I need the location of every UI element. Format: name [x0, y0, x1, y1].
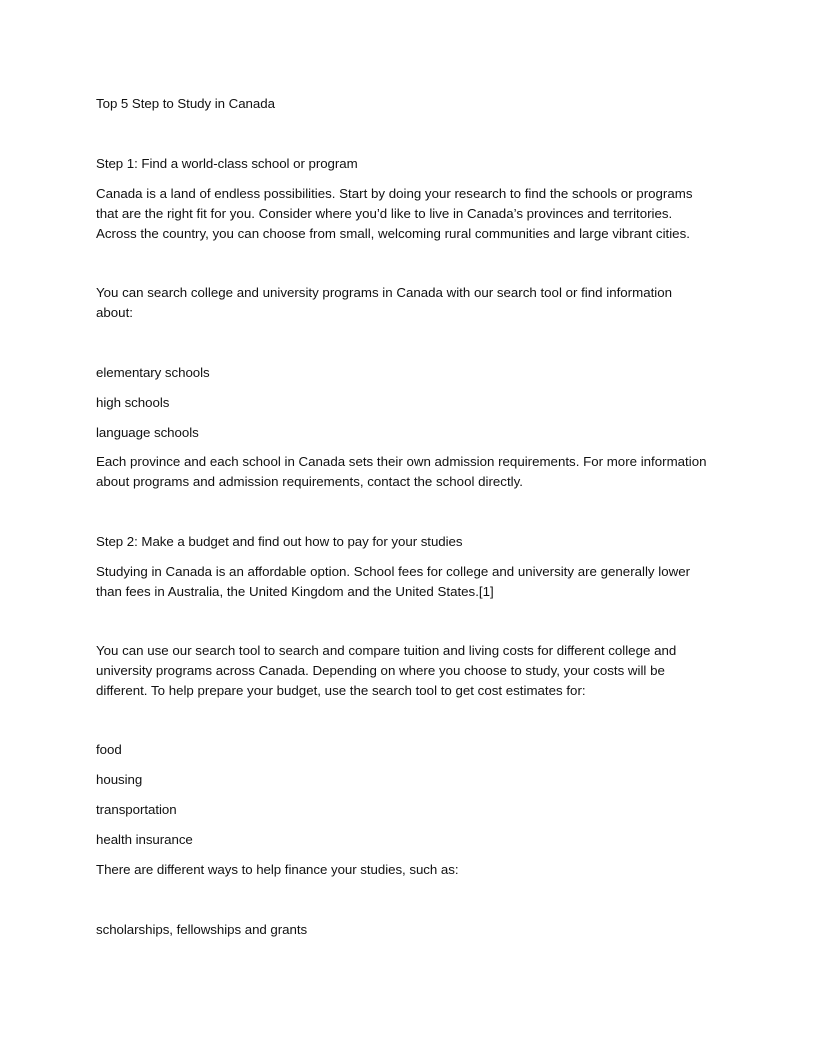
step2-tool-paragraph — [96, 641, 736, 701]
paragraph-line: different. To help prepare your budget, use the search tool to get cost estimates for: — [96, 683, 586, 698]
step1-intro-paragraph — [96, 184, 736, 244]
list-item-high-schools: high schools — [96, 395, 170, 410]
list-item-elementary-schools: elementary schools — [96, 365, 210, 380]
paragraph-line: Across the country, you can choose from small, welcoming rural communities and large vibrant cities. — [96, 226, 690, 241]
paragraph-line: You can use our search tool to search and compare tuition and living costs for different college and — [96, 643, 677, 658]
list-item-housing: housing — [96, 772, 143, 787]
list-item-language-schools: language schools — [96, 425, 199, 440]
step1-search-paragraph — [96, 283, 736, 323]
paragraph-line: university programs across Canada. Depending on where you choose to study, your costs will be — [96, 663, 665, 678]
step1-heading: Step 1: Find a world-class school or program — [96, 156, 358, 171]
paragraph-line: about: — [96, 305, 133, 320]
admission-paragraph — [96, 452, 736, 492]
list-item-transportation: transportation — [96, 802, 177, 817]
paragraph-line: that are the right fit for you. Consider where you’d like to live in Canada’s provinces and territories. — [96, 206, 673, 221]
step2-intro-paragraph — [96, 562, 736, 602]
list-item-food: food — [96, 742, 122, 757]
finance-intro: There are different ways to help finance your studies, such as: — [96, 862, 459, 877]
document-title: Top 5 Step to Study in Canada — [96, 96, 275, 111]
paragraph-line: You can search college and university programs in Canada with our search tool or find information — [96, 285, 673, 300]
paragraph-line: than fees in Australia, the United Kingdom and the United States.[1] — [96, 584, 494, 599]
list-item-scholarships: scholarships, fellowships and grants — [96, 922, 308, 937]
paragraph-line: Studying in Canada is an affordable option. School fees for college and university are generally lower — [96, 564, 691, 579]
paragraph-line: Each province and each school in Canada sets their own admission requirements. For more information — [96, 454, 707, 469]
list-item-health-insurance: health insurance — [96, 832, 193, 847]
paragraph-line: Canada is a land of endless possibilities. Start by doing your research to find the schools or programs — [96, 186, 693, 201]
paragraph-line: about programs and admission requirements, contact the school directly. — [96, 474, 523, 489]
step2-heading: Step 2: Make a budget and find out how to pay for your studies — [96, 534, 463, 549]
